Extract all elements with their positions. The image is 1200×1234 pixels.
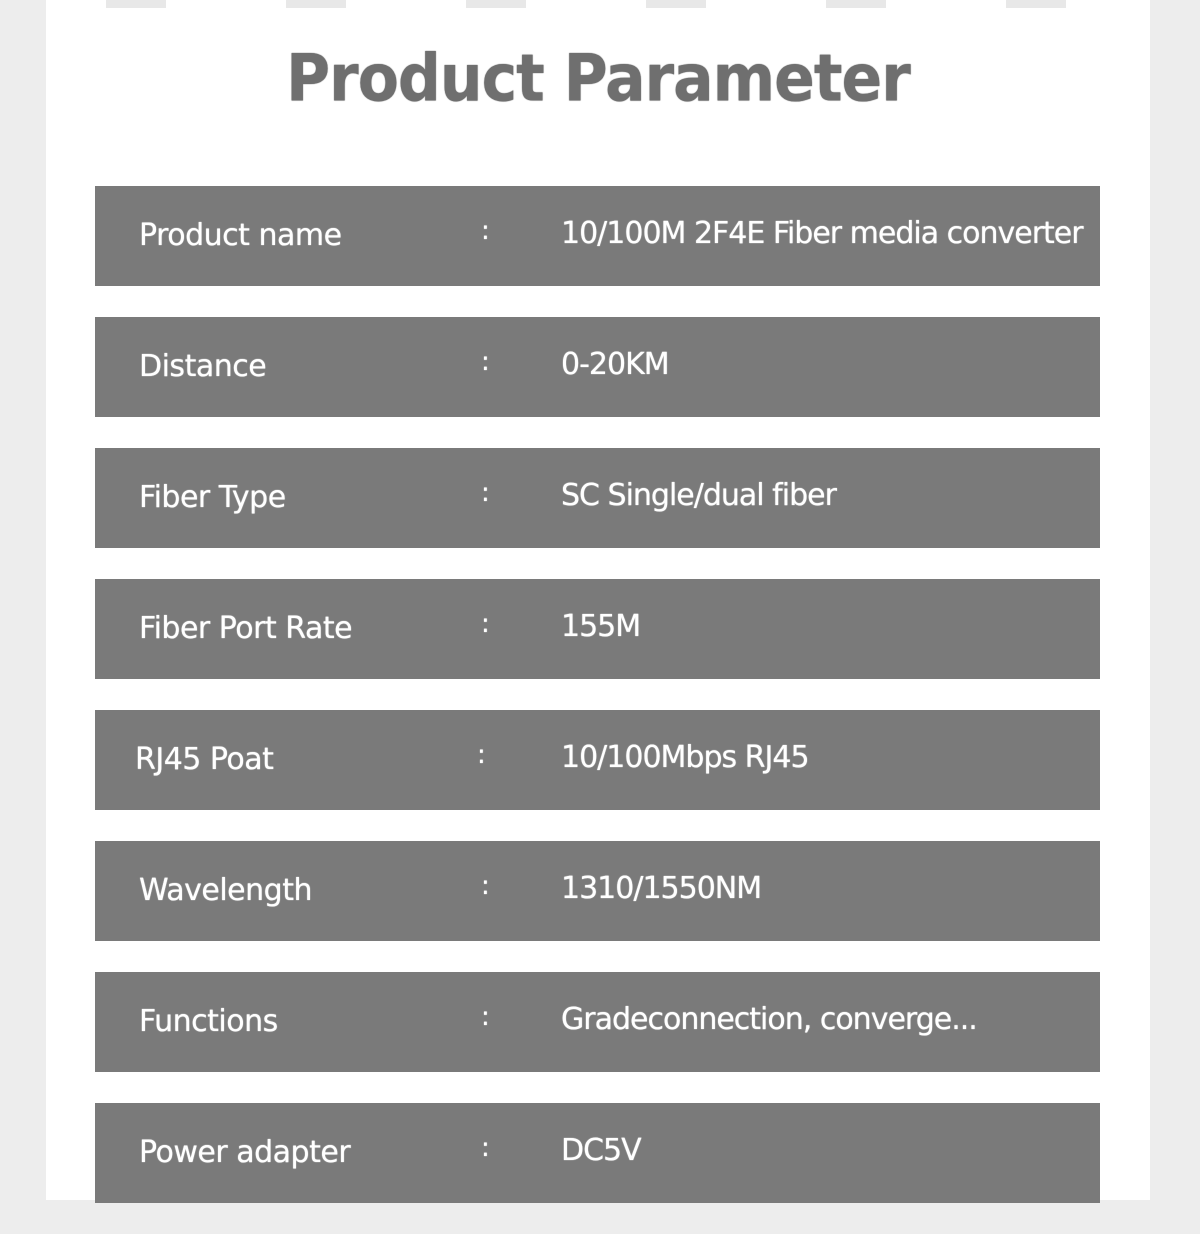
parameter-value: DC5V xyxy=(561,1133,641,1168)
parameter-label: Product name xyxy=(139,218,342,253)
parameter-table xyxy=(95,186,1100,1234)
parameter-value: 1310/1550NM xyxy=(561,871,762,906)
parameter-row-fiber-type xyxy=(95,448,1100,548)
parameter-separator: : xyxy=(481,1002,490,1032)
parameter-separator: : xyxy=(481,478,490,508)
parameter-row-wavelength xyxy=(95,841,1100,941)
parameter-value: SC Single/dual fiber xyxy=(561,478,836,513)
parameter-separator: : xyxy=(481,871,490,901)
parameter-row-rj45-port xyxy=(95,710,1100,810)
parameter-separator: : xyxy=(477,740,486,770)
parameter-separator: : xyxy=(481,1133,490,1163)
parameter-row-product-name xyxy=(95,186,1100,286)
parameter-separator: : xyxy=(481,347,490,377)
parameter-value: 10/100Mbps RJ45 xyxy=(561,740,809,775)
parameter-label: RJ45 Poat xyxy=(135,742,274,777)
parameter-separator: : xyxy=(481,216,490,246)
top-decorative-strip xyxy=(46,0,1150,8)
content-panel xyxy=(46,0,1150,1200)
parameter-value: 155M xyxy=(561,609,641,644)
parameter-row-power-adapter xyxy=(95,1103,1100,1203)
parameter-row-functions xyxy=(95,972,1100,1072)
parameter-row-distance xyxy=(95,317,1100,417)
parameter-value: 10/100M 2F4E Fiber media converter xyxy=(561,216,1083,251)
parameter-label: Power adapter xyxy=(139,1135,351,1170)
parameter-label: Distance xyxy=(139,349,267,384)
parameter-label: Fiber Port Rate xyxy=(139,611,353,646)
parameter-label: Fiber Type xyxy=(139,480,286,515)
parameter-separator: : xyxy=(481,609,490,639)
parameter-value: Gradeconnection, converge... xyxy=(561,1002,977,1037)
page-title: Product Parameter xyxy=(286,41,910,117)
parameter-value: 0-20KM xyxy=(561,347,669,382)
parameter-row-fiber-port-rate xyxy=(95,579,1100,679)
parameter-label: Wavelength xyxy=(139,873,312,908)
parameter-label: Functions xyxy=(139,1004,278,1039)
